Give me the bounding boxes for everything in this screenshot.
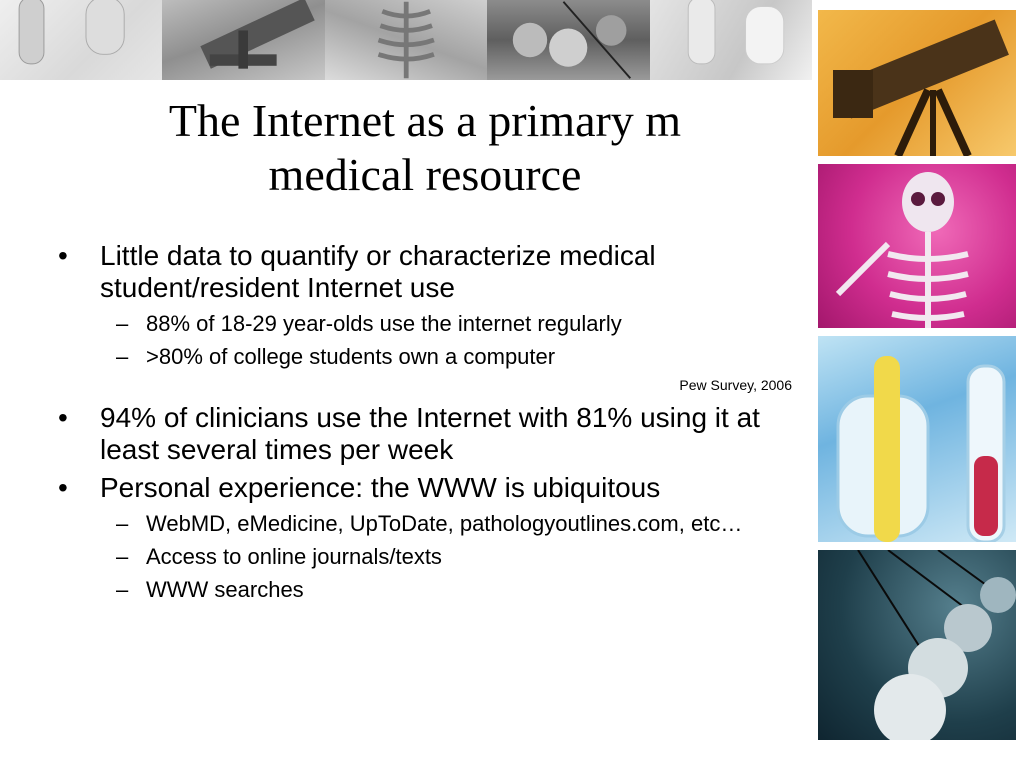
dash-marker: – bbox=[116, 544, 129, 569]
test-tube-icon bbox=[650, 0, 812, 80]
dash-marker: – bbox=[116, 577, 129, 602]
newtons-cradle-icon bbox=[487, 0, 649, 80]
microscope-icon bbox=[818, 10, 1016, 156]
skeleton-icon bbox=[818, 164, 1016, 328]
newtons-cradle-photo bbox=[818, 550, 1016, 740]
microscope-photo bbox=[162, 0, 324, 80]
sub-bullet-item bbox=[58, 310, 808, 337]
bullet-item bbox=[58, 472, 808, 504]
dash-marker: – bbox=[116, 511, 129, 536]
microscope-icon bbox=[162, 0, 324, 80]
bullet-text: Little data to quantify or characterize medical student/resident Internet use bbox=[100, 240, 656, 303]
sub-bullet-text: >80% of college students own a computer bbox=[146, 344, 556, 369]
title-line-1: The Internet as a primary m bbox=[168, 95, 682, 146]
bullet-marker: • bbox=[58, 402, 68, 433]
sub-bullet-item bbox=[58, 576, 808, 603]
newtons-cradle-icon bbox=[818, 550, 1016, 740]
glassware-icon bbox=[0, 0, 162, 80]
bullet-item bbox=[58, 240, 808, 304]
test-tubes-icon bbox=[818, 336, 1016, 542]
sub-bullet-item bbox=[58, 510, 808, 537]
photo-column bbox=[818, 10, 1016, 748]
sub-bullet-text: Access to online journals/texts bbox=[146, 544, 442, 569]
slide-title bbox=[40, 94, 810, 202]
dash-marker: – bbox=[116, 311, 129, 336]
glassware-photo bbox=[0, 0, 162, 80]
sub-bullet-text: WWW searches bbox=[146, 577, 304, 602]
skeleton-icon bbox=[325, 0, 487, 80]
slide-body bbox=[58, 240, 808, 609]
sub-bullet-text: WebMD, eMedicine, UpToDate, pathologyoutlines.com, etc… bbox=[146, 511, 743, 536]
newtons-cradle-photo bbox=[487, 0, 649, 80]
bullet-marker: • bbox=[58, 240, 68, 271]
sub-bullet-item bbox=[58, 543, 808, 570]
test-tube-photo bbox=[650, 0, 812, 80]
skeleton-photo bbox=[325, 0, 487, 80]
bullet-text: Personal experience: the WWW is ubiquitous bbox=[100, 472, 661, 503]
bullet-text: 94% of clinicians use the Internet with 81% using it at least several times per week bbox=[100, 402, 760, 465]
citation: Pew Survey, 2006 bbox=[679, 377, 792, 393]
header-banner bbox=[0, 0, 812, 80]
dash-marker: – bbox=[116, 344, 129, 369]
microscope-photo bbox=[818, 10, 1016, 156]
bullet-item bbox=[58, 402, 808, 466]
bullet-marker: • bbox=[58, 472, 68, 503]
title-line-2: medical resource bbox=[268, 149, 582, 200]
sub-bullet-item bbox=[58, 343, 808, 370]
test-tubes-photo bbox=[818, 336, 1016, 542]
sub-bullet-text: 88% of 18-29 year-olds use the internet regularly bbox=[146, 311, 622, 336]
skeleton-photo bbox=[818, 164, 1016, 328]
